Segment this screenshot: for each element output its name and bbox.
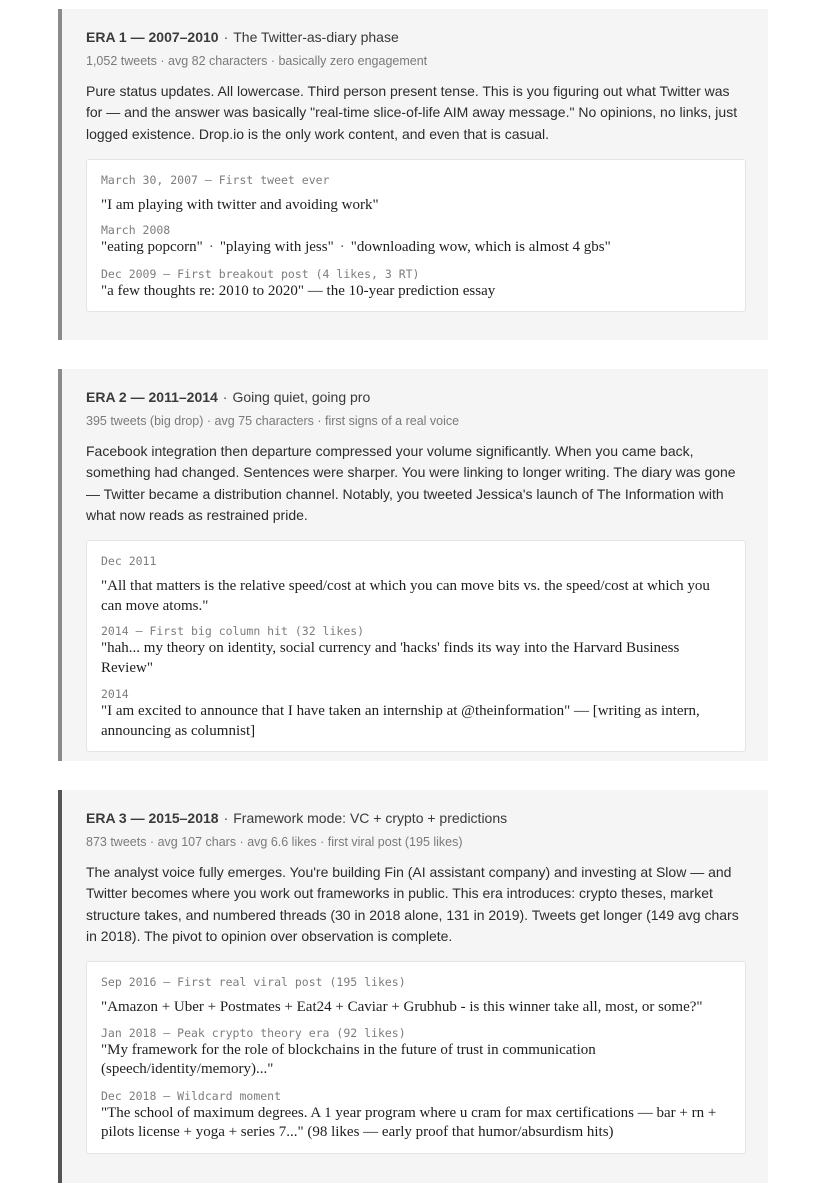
separator-dot: ·: [208, 239, 214, 256]
quote-label: Jan 2018 — Peak crypto theory era (92 likes): [101, 1025, 406, 1040]
era-header: [86, 387, 746, 407]
era-card-3: [58, 790, 768, 1183]
quote-text: "I am excited to announce that I have taken an internship at @theinformation" — [writing as intern, announcing as columnist]: [101, 703, 700, 739]
quote-box: [86, 159, 746, 313]
separator-dot: ·: [339, 239, 345, 256]
era-stats: 395 tweets (big drop) · avg 75 characters · first signs of a real voice: [86, 414, 460, 428]
quote-text: "I am playing with twitter and avoiding work": [101, 196, 379, 213]
separator-dot: ·: [223, 29, 229, 45]
era-summary: Facebook integration then departure compressed your volume significantly. When you came back, something had changed. Sentences were sharper. You were linking to longer writing. The diary was gone — Twitter became a distribution channel. Notably, you tweeted Jessica's launch of The Information with what now reads as restrained pride.: [86, 443, 736, 523]
era-label: ERA 3 — 2015–2018: [86, 810, 219, 826]
quote-item: "playing with jess": [219, 239, 334, 256]
quote-text: "hah... my theory on identity, social currency and 'hacks' finds its way into the Harvard Business Review": [101, 640, 680, 676]
era-stats: 873 tweets · avg 107 chars · avg 6.6 likes · first viral post (195 likes): [86, 835, 463, 849]
quote-label: 2014 — First big column hit (32 likes): [101, 624, 365, 639]
quote-item: "eating popcorn": [101, 239, 203, 256]
era-label: ERA 1 — 2007–2010: [86, 29, 219, 45]
era-subtitle: The Twitter-as-diary phase: [233, 29, 399, 45]
separator-dot: ·: [222, 389, 228, 405]
era-header: [86, 808, 746, 828]
quote-text: "My framework for the role of blockchains in the future of trust in communication (speech/identity/memory)...": [101, 1041, 596, 1078]
quote-label: Dec 2018 — Wildcard moment: [101, 1088, 282, 1103]
quote-list: [101, 238, 731, 258]
quote-label: 2014: [101, 687, 129, 702]
quote-text: "Amazon + Uber + Postmates + Eat24 + Caviar + Grubhub - is this winner take all, most, or some?": [101, 999, 703, 1016]
era-card-1: [58, 9, 768, 340]
era-summary: Pure status updates. All lowercase. Third person present tense. This is you figuring out what Twitter was for — and the answer was basically "real-time slice-of-life AIM away message." No opinions, no links, just logged existence. Drop.io is the only work content, and even that is casual.: [86, 83, 738, 142]
era-card-2: [58, 369, 768, 761]
era-summary: The analyst voice fully emerges. You're building Fin (AI assistant company) and investing at Slow — and Twitter becomes where you work out frameworks in public. This era introduces: crypto theses, market structure takes, and numbered threads (30 in 2018 alone, 131 in 2019). Tweets get longer (149 avg chars in 2018). The pivot to opinion over observation is complete.: [86, 864, 739, 944]
era-label: ERA 2 — 2011–2014: [86, 389, 218, 405]
era-stats: 1,052 tweets · avg 82 characters · basically zero engagement: [86, 54, 428, 68]
quote-label: March 30, 2007 — First tweet ever: [101, 172, 330, 187]
era-header: [86, 27, 746, 47]
era-subtitle: Framework mode: VC + crypto + predictions: [233, 810, 508, 826]
quote-text: "All that matters is the relative speed/cost at which you can move bits vs. the speed/cost at which you can move atoms.": [101, 578, 710, 614]
quote-item: "downloading wow, which is almost 4 gbs": [350, 239, 611, 256]
quote-label: Dec 2009 — First breakout post (4 likes, 3 RT): [101, 266, 420, 281]
quote-label: Dec 2011: [101, 554, 157, 569]
separator-dot: ·: [223, 810, 229, 826]
quote-label: March 2008: [101, 223, 171, 238]
era-subtitle: Going quiet, going pro: [232, 389, 371, 405]
quote-box: [86, 961, 746, 1154]
quote-label: Sep 2016 — First real viral post (195 likes): [101, 975, 406, 990]
quote-text: "The school of maximum degrees. A 1 year program where u cram for max certifications — bar + rn + pilots license + yoga + series 7..." (98 likes — early proof that humor/absurdism hits): [101, 1104, 717, 1141]
quote-text: "a few thoughts re: 2010 to 2020" — the 10-year prediction essay: [101, 282, 496, 299]
quote-box: [86, 540, 746, 752]
